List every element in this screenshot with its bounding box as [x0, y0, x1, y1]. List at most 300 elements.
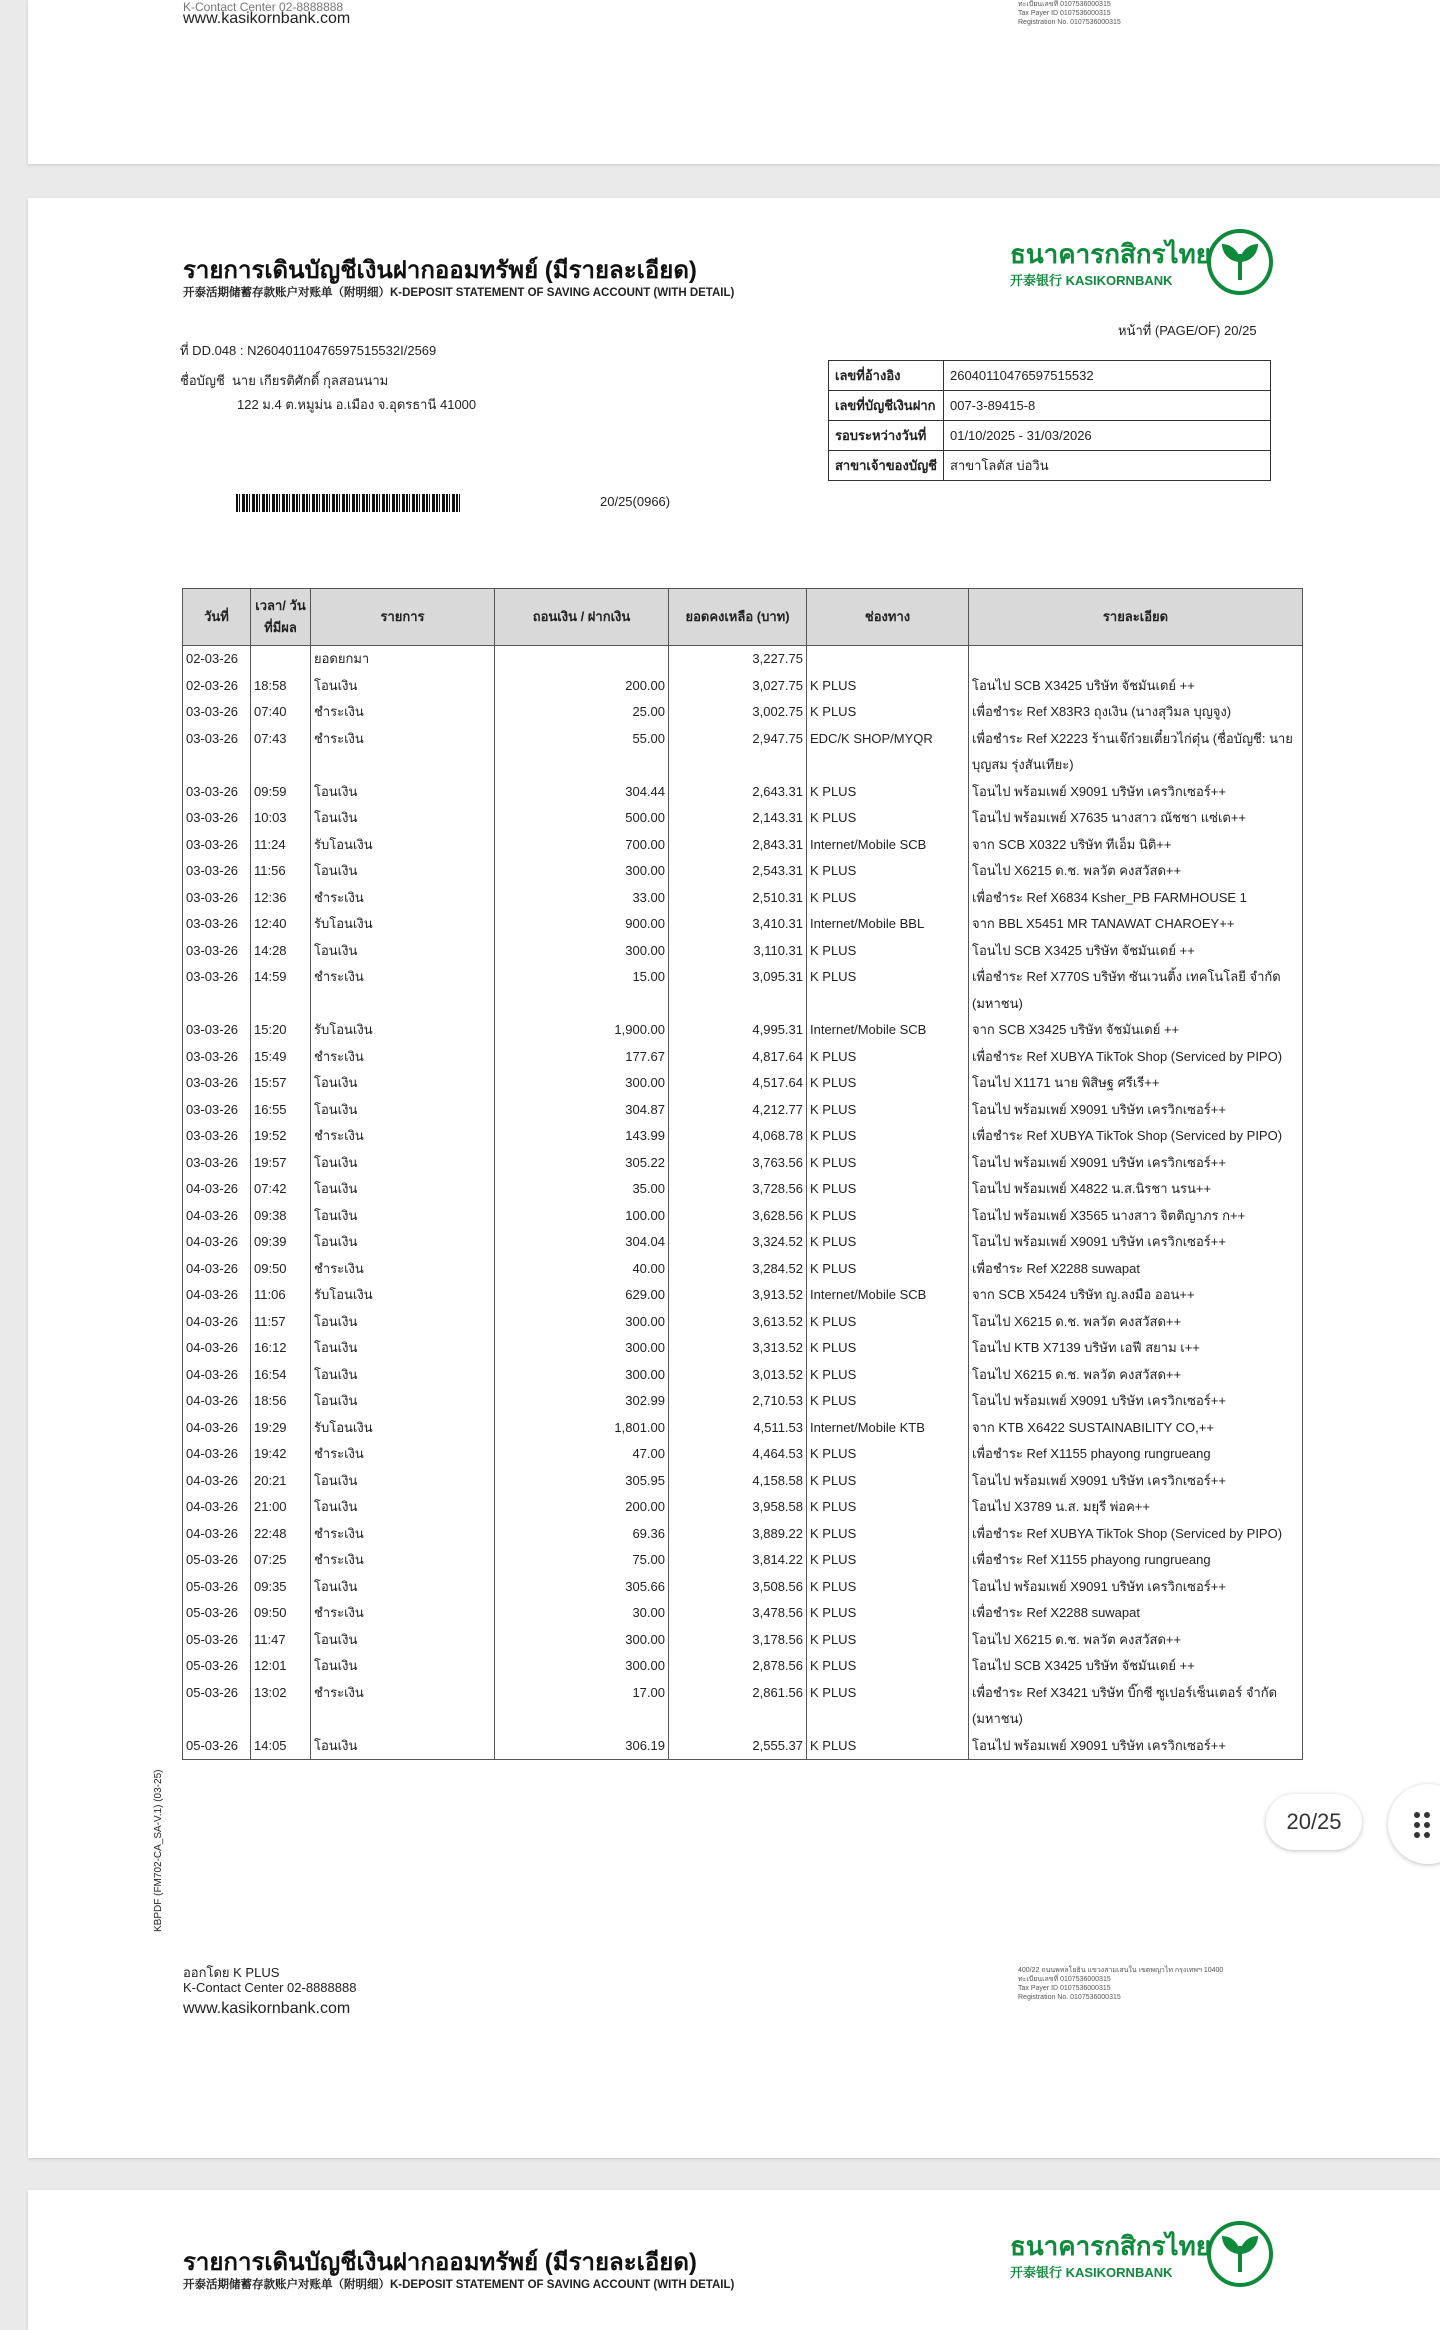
cell-channel: K PLUS [807, 1229, 969, 1256]
cell-balance: 4,511.53 [669, 1415, 807, 1442]
table-row [183, 1521, 1303, 1548]
table-row [183, 1070, 1303, 1097]
cell-balance: 4,464.53 [669, 1441, 807, 1468]
cell-channel: Internet/Mobile SCB [807, 1282, 969, 1309]
prev-address: ทะเบียนเลขที่ 0107536000315 Tax Payer ID 0107536000315 Registration No. 0107536000315 [1018, 1, 1121, 26]
cell-date: 03-03-26 [183, 726, 251, 779]
table-row [183, 1600, 1303, 1627]
table-row [183, 832, 1303, 859]
bank-name-en: 开泰银行 KASIKORNBANK [1010, 273, 1173, 288]
cell-detail: เพื่อชำระ Ref X2223 ร้านเจ๊ก๋วยเตี๋ยวไก่ตุ๋น (ชื่อบัญชี: นาย บุญสม รุ่งสันเทียะ) [969, 726, 1303, 779]
cell-time: 16:55 [251, 1097, 311, 1124]
cell-amount: 33.00 [495, 885, 669, 912]
cell-balance: 2,710.53 [669, 1388, 807, 1415]
cell-description: ชำระเงิน [311, 726, 495, 779]
cell-date: 03-03-26 [183, 911, 251, 938]
cell-detail: โอนไป X1171 นาย พิสิษฐ ศรีเรี++ [969, 1070, 1303, 1097]
dots-grid-icon [1414, 1812, 1430, 1838]
col-channel: ช่องทาง [807, 589, 969, 646]
cell-time: 16:12 [251, 1335, 311, 1362]
cell-description: รับโอนเงิน [311, 832, 495, 859]
cell-detail: เพื่อชำระ Ref XUBYA TikTok Shop (Serviced by PIPO) [969, 1123, 1303, 1150]
cell-time: 09:50 [251, 1600, 311, 1627]
cell-channel: K PLUS [807, 1468, 969, 1495]
cell-channel: K PLUS [807, 779, 969, 806]
table-row [183, 1097, 1303, 1124]
next-bank-name-th: ธนาคารกสิกรไทย [1010, 2231, 1211, 2261]
cell-date: 03-03-26 [183, 858, 251, 885]
table-row [183, 1468, 1303, 1495]
cell-channel: Internet/Mobile BBL [807, 911, 969, 938]
cell-description: โอนเงิน [311, 858, 495, 885]
cell-balance: 3,227.75 [669, 646, 807, 673]
cell-balance: 3,410.31 [669, 911, 807, 938]
cell-detail: เพื่อชำระ Ref XUBYA TikTok Shop (Serviced by PIPO) [969, 1521, 1303, 1548]
cell-time: 07:25 [251, 1547, 311, 1574]
cell-detail: เพื่อชำระ Ref XUBYA TikTok Shop (Serviced by PIPO) [969, 1044, 1303, 1071]
cell-balance: 3,814.22 [669, 1547, 807, 1574]
cell-balance: 3,110.31 [669, 938, 807, 965]
cell-balance: 3,324.52 [669, 1229, 807, 1256]
cell-channel: K PLUS [807, 885, 969, 912]
cell-amount: 143.99 [495, 1123, 669, 1150]
cell-amount: 30.00 [495, 1600, 669, 1627]
doc-number: ที่ DD.048 : N26040110476597515532I/2569 [180, 343, 437, 358]
cell-detail: โอนไป พร้อมเพย์ X9091 บริษัท เครวิกเซอร์++ [969, 1229, 1303, 1256]
cell-date: 03-03-26 [183, 1044, 251, 1071]
cell-time: 18:56 [251, 1388, 311, 1415]
cell-time: 15:49 [251, 1044, 311, 1071]
cell-balance: 2,555.37 [669, 1733, 807, 1760]
cell-date: 04-03-26 [183, 1468, 251, 1495]
cell-channel: K PLUS [807, 1256, 969, 1283]
table-row [183, 646, 1303, 673]
cell-amount: 300.00 [495, 938, 669, 965]
cell-description: ชำระเงิน [311, 699, 495, 726]
cell-date: 03-03-26 [183, 699, 251, 726]
table-row [183, 1256, 1303, 1283]
table-body [183, 646, 1303, 1760]
cell-amount: 700.00 [495, 832, 669, 859]
cell-date: 04-03-26 [183, 1441, 251, 1468]
cell-date: 02-03-26 [183, 646, 251, 673]
cell-channel: Internet/Mobile SCB [807, 832, 969, 859]
cell-description: รับโอนเงิน [311, 1282, 495, 1309]
cell-date: 05-03-26 [183, 1653, 251, 1680]
cell-description: โอนเงิน [311, 779, 495, 806]
cell-detail: โอนไป พร้อมเพย์ X3565 นางสาว จิตติญาภร ก++ [969, 1203, 1303, 1230]
cell-amount: 15.00 [495, 964, 669, 1017]
cell-amount: 47.00 [495, 1441, 669, 1468]
page-indicator: 20/25 [1266, 1794, 1362, 1850]
cell-time: 21:00 [251, 1494, 311, 1521]
cell-date: 04-03-26 [183, 1388, 251, 1415]
cell-balance: 2,878.56 [669, 1653, 807, 1680]
cell-date: 04-03-26 [183, 1256, 251, 1283]
transactions-table [182, 588, 1303, 1760]
table-row [183, 911, 1303, 938]
cell-channel: K PLUS [807, 938, 969, 965]
cell-channel: K PLUS [807, 1547, 969, 1574]
cell-balance: 3,178.56 [669, 1627, 807, 1654]
cell-amount: 55.00 [495, 726, 669, 779]
cell-description: ชำระเงิน [311, 885, 495, 912]
info-row: สาขาเจ้าของบัญชี สาขาโลตัส บ่อวิน [829, 451, 1271, 481]
statement-page [28, 198, 1440, 2158]
cell-description: รับโอนเงิน [311, 1017, 495, 1044]
cell-date: 04-03-26 [183, 1282, 251, 1309]
cell-description: ชำระเงิน [311, 1441, 495, 1468]
account-address: 122 ม.4 ต.หมูม่น อ.เมือง จ.อุดรธานี 41000 [237, 397, 477, 412]
cell-balance: 2,643.31 [669, 779, 807, 806]
col-balance: ยอดคงเหลือ (บาท) [669, 589, 807, 646]
cell-channel: K PLUS [807, 699, 969, 726]
table-row [183, 1362, 1303, 1389]
table-row [183, 1229, 1303, 1256]
cell-date: 05-03-26 [183, 1574, 251, 1601]
footer-website: www.kasikornbank.com [183, 2000, 351, 2017]
cell-detail: โอนไป X6215 ด.ช. พลวัต คงสวัสด++ [969, 1627, 1303, 1654]
cell-channel: K PLUS [807, 1335, 969, 1362]
cell-date: 04-03-26 [183, 1335, 251, 1362]
cell-description: รับโอนเงิน [311, 911, 495, 938]
cell-time: 22:48 [251, 1521, 311, 1548]
cell-amount: 69.36 [495, 1521, 669, 1548]
table-row [183, 1203, 1303, 1230]
cell-amount: 1,801.00 [495, 1415, 669, 1442]
cell-time: 14:59 [251, 964, 311, 1017]
cell-description: ชำระเงิน [311, 1600, 495, 1627]
table-row [183, 1150, 1303, 1177]
cell-balance: 4,517.64 [669, 1070, 807, 1097]
cell-channel: K PLUS [807, 964, 969, 1017]
cell-time: 13:02 [251, 1680, 311, 1733]
cell-date: 04-03-26 [183, 1494, 251, 1521]
cell-description: โอนเงิน [311, 1335, 495, 1362]
cell-description: ชำระเงิน [311, 1044, 495, 1071]
cell-date: 03-03-26 [183, 779, 251, 806]
cell-balance: 3,958.58 [669, 1494, 807, 1521]
col-description: รายการ [311, 589, 495, 646]
table-row [183, 1627, 1303, 1654]
col-date: วันที่ [183, 589, 251, 646]
cell-time: 11:47 [251, 1627, 311, 1654]
cell-balance: 3,913.52 [669, 1282, 807, 1309]
cell-balance: 2,861.56 [669, 1680, 807, 1733]
cell-time: 19:57 [251, 1150, 311, 1177]
cell-amount: 300.00 [495, 1309, 669, 1336]
account-name: ชื่อบัญชี นาย เกียรติศักดิ์ กุลสอนนาม [180, 373, 389, 388]
cell-detail: โอนไป พร้อมเพย์ X9091 บริษัท เครวิกเซอร์++ [969, 779, 1303, 806]
previous-page [28, 0, 1440, 164]
table-row [183, 1044, 1303, 1071]
cell-time: 09:35 [251, 1574, 311, 1601]
cell-description: โอนเงิน [311, 673, 495, 700]
table-row [183, 779, 1303, 806]
cell-description: ชำระเงิน [311, 1256, 495, 1283]
cell-channel: K PLUS [807, 1574, 969, 1601]
cell-time: 09:59 [251, 779, 311, 806]
form-code: KBPDF (FM702-CA_SA-V.1) (03-25) [153, 1769, 164, 1932]
cell-amount: 200.00 [495, 673, 669, 700]
cell-time: 10:03 [251, 805, 311, 832]
cell-channel: K PLUS [807, 858, 969, 885]
cell-detail: โอนไป พร้อมเพย์ X9091 บริษัท เครวิกเซอร์++ [969, 1468, 1303, 1495]
cell-amount: 200.00 [495, 1494, 669, 1521]
next-bank-name-en: 开泰银行 KASIKORNBANK [1010, 2265, 1173, 2280]
cell-date: 05-03-26 [183, 1627, 251, 1654]
account-info-box [828, 360, 1271, 481]
cell-channel: K PLUS [807, 1388, 969, 1415]
cell-date: 04-03-26 [183, 1176, 251, 1203]
cell-date: 04-03-26 [183, 1203, 251, 1230]
cell-detail: โอนไป X6215 ด.ช. พลวัต คงสวัสด++ [969, 858, 1303, 885]
cell-balance: 3,013.52 [669, 1362, 807, 1389]
cell-channel [807, 646, 969, 673]
cell-amount: 900.00 [495, 911, 669, 938]
cell-description: โอนเงิน [311, 938, 495, 965]
contact-center: K-Contact Center 02-8888888 [183, 1980, 357, 1995]
table-row [183, 1388, 1303, 1415]
cell-balance: 2,843.31 [669, 832, 807, 859]
next-subtitle: 开泰活期储蓄存款账户对账单（附明细）K-DEPOSIT STATEMENT OF SAVING ACCOUNT (WITH DETAIL) [183, 2279, 735, 2291]
cell-description: โอนเงิน [311, 1097, 495, 1124]
barcode [236, 494, 460, 512]
table-row [183, 938, 1303, 965]
table-row [183, 1017, 1303, 1044]
cell-balance: 3,284.52 [669, 1256, 807, 1283]
statement-subtitle: 开泰活期储蓄存款账户对账单（附明细）K-DEPOSIT STATEMENT OF SAVING ACCOUNT (WITH DETAIL) [183, 287, 735, 299]
cell-date: 05-03-26 [183, 1680, 251, 1733]
cell-detail: โอนไป SCB X3425 บริษัท จัชมันเดย์ ++ [969, 673, 1303, 700]
cell-balance: 3,613.52 [669, 1309, 807, 1336]
footer-address: 400/22 ถนนพหลโยธิน แขวงสามเสนใน เขตพญาไท กรุงเทพฯ 10400 ทะเบียนเลขที่ 0107536000315 Tax Payer ID 0107536000315 Registration No. 0107536000315 [1018, 1967, 1224, 2001]
cell-detail: เพื่อชำระ Ref X2288 suwapat [969, 1256, 1303, 1283]
cell-amount: 304.04 [495, 1229, 669, 1256]
table-row [183, 858, 1303, 885]
cell-time: 07:42 [251, 1176, 311, 1203]
cell-amount: 300.00 [495, 1627, 669, 1654]
cell-description: โอนเงิน [311, 1574, 495, 1601]
cell-date: 03-03-26 [183, 964, 251, 1017]
cell-time: 19:42 [251, 1441, 311, 1468]
cell-channel: K PLUS [807, 1070, 969, 1097]
table-row [183, 673, 1303, 700]
cell-detail: โอนไป พร้อมเพย์ X9091 บริษัท เครวิกเซอร์++ [969, 1574, 1303, 1601]
cell-channel: K PLUS [807, 1521, 969, 1548]
cell-amount: 305.95 [495, 1468, 669, 1495]
bank-name-th: ธนาคารกสิกรไทย [1010, 239, 1211, 269]
cell-channel: Internet/Mobile KTB [807, 1415, 969, 1442]
cell-channel: K PLUS [807, 1653, 969, 1680]
cell-detail: เพื่อชำระ Ref X3421 บริษัท บิ๊กซี ซูเปอร์เซ็นเตอร์ จำกัด (มหาชน) [969, 1680, 1303, 1733]
cell-description: โอนเงิน [311, 1309, 495, 1336]
table-row [183, 699, 1303, 726]
issued-by: ออกโดย K PLUS [183, 1965, 280, 1980]
next-page [28, 2190, 1440, 2330]
cell-time: 09:50 [251, 1256, 311, 1283]
barcode-ref: 20/25(0966) [600, 494, 671, 509]
cell-amount: 304.87 [495, 1097, 669, 1124]
table-row [183, 964, 1303, 1017]
cell-time: 14:28 [251, 938, 311, 965]
cell-description: โอนเงิน [311, 1362, 495, 1389]
cell-channel: K PLUS [807, 1627, 969, 1654]
cell-description: โอนเงิน [311, 1653, 495, 1680]
cell-detail: จาก BBL X5451 MR TANAWAT CHAROEY++ [969, 911, 1303, 938]
cell-balance: 3,313.52 [669, 1335, 807, 1362]
cell-detail [969, 646, 1303, 673]
table-row [183, 1123, 1303, 1150]
cell-amount: 100.00 [495, 1203, 669, 1230]
cell-detail: เพื่อชำระ Ref X2288 suwapat [969, 1600, 1303, 1627]
cell-detail: โอนไป X6215 ด.ช. พลวัต คงสวัสด++ [969, 1362, 1303, 1389]
cell-time: 15:57 [251, 1070, 311, 1097]
cell-channel: K PLUS [807, 1494, 969, 1521]
bank-logo [1010, 234, 1310, 314]
cell-channel: K PLUS [807, 1044, 969, 1071]
col-time: เวลา/ วันที่มีผล [251, 589, 311, 646]
cell-detail: โอนไป พร้อมเพย์ X9091 บริษัท เครวิกเซอร์++ [969, 1097, 1303, 1124]
cell-amount: 17.00 [495, 1680, 669, 1733]
cell-amount: 302.99 [495, 1388, 669, 1415]
cell-date: 03-03-26 [183, 805, 251, 832]
cell-time: 07:40 [251, 699, 311, 726]
cell-detail: โอนไป X6215 ด.ช. พลวัต คงสวัสด++ [969, 1309, 1303, 1336]
cell-balance: 3,889.22 [669, 1521, 807, 1548]
cell-channel: K PLUS [807, 1150, 969, 1177]
cell-amount: 300.00 [495, 1653, 669, 1680]
cell-channel: K PLUS [807, 1362, 969, 1389]
prev-contact: K-Contact Center 02-8888888 [183, 0, 344, 14]
cell-channel: EDC/K SHOP/MYQR [807, 726, 969, 779]
next-bank-logo [1010, 2226, 1310, 2306]
cell-detail: โอนไป พร้อมเพย์ X4822 น.ส.นิรชา นรน++ [969, 1176, 1303, 1203]
cell-channel: K PLUS [807, 1733, 969, 1760]
cell-detail: จาก SCB X3425 บริษัท จัชมันเดย์ ++ [969, 1017, 1303, 1044]
cell-time: 14:05 [251, 1733, 311, 1760]
cell-description: โอนเงิน [311, 805, 495, 832]
cell-time: 15:20 [251, 1017, 311, 1044]
table-row [183, 726, 1303, 779]
cell-balance: 3,763.56 [669, 1150, 807, 1177]
info-row: รอบระหว่างวันที่ 01/10/2025 - 31/03/2026 [829, 421, 1271, 451]
cell-date: 04-03-26 [183, 1521, 251, 1548]
cell-channel: K PLUS [807, 1680, 969, 1733]
col-detail: รายละเอียด [969, 589, 1303, 646]
cell-channel: K PLUS [807, 673, 969, 700]
cell-detail: โอนไป พร้อมเพย์ X7635 นางสาว ณัชชา แซ่เต++ [969, 805, 1303, 832]
cell-balance: 2,947.75 [669, 726, 807, 779]
cell-description: ชำระเงิน [311, 1123, 495, 1150]
cell-amount: 306.19 [495, 1733, 669, 1760]
cell-date: 03-03-26 [183, 938, 251, 965]
cell-detail: โอนไป พร้อมเพย์ X9091 บริษัท เครวิกเซอร์++ [969, 1388, 1303, 1415]
cell-detail: โอนไป KTB X7139 บริษัท เอฟี สยาม เ++ [969, 1335, 1303, 1362]
cell-description: โอนเงิน [311, 1733, 495, 1760]
cell-channel: K PLUS [807, 1097, 969, 1124]
cell-balance: 3,095.31 [669, 964, 807, 1017]
cell-time: 12:36 [251, 885, 311, 912]
cell-date: 03-03-26 [183, 885, 251, 912]
cell-description: ชำระเงิน [311, 1521, 495, 1548]
cell-channel: K PLUS [807, 805, 969, 832]
cell-channel: K PLUS [807, 1176, 969, 1203]
cell-date: 04-03-26 [183, 1362, 251, 1389]
cell-date: 03-03-26 [183, 1017, 251, 1044]
cell-amount: 305.66 [495, 1574, 669, 1601]
cell-balance: 3,478.56 [669, 1600, 807, 1627]
cell-description: ชำระเงิน [311, 1547, 495, 1574]
cell-balance: 4,817.64 [669, 1044, 807, 1071]
cell-detail: โอนไป X3789 น.ส. มยุรี พ่อค++ [969, 1494, 1303, 1521]
cell-detail: โอนไป SCB X3425 บริษัท จัชมันเดย์ ++ [969, 1653, 1303, 1680]
cell-date: 03-03-26 [183, 1150, 251, 1177]
cell-detail: จาก KTB X6422 SUSTAINABILITY CO,++ [969, 1415, 1303, 1442]
cell-description: โอนเงิน [311, 1229, 495, 1256]
cell-channel: K PLUS [807, 1203, 969, 1230]
cell-date: 04-03-26 [183, 1309, 251, 1336]
cell-time: 09:38 [251, 1203, 311, 1230]
cell-time: 16:54 [251, 1362, 311, 1389]
cell-detail: เพื่อชำระ Ref X1155 phayong rungrueang [969, 1547, 1303, 1574]
cell-date: 05-03-26 [183, 1733, 251, 1760]
cell-description: โอนเงิน [311, 1203, 495, 1230]
cell-amount: 35.00 [495, 1176, 669, 1203]
cell-date: 03-03-26 [183, 832, 251, 859]
cell-time: 18:58 [251, 673, 311, 700]
cell-date: 05-03-26 [183, 1547, 251, 1574]
cell-date: 05-03-26 [183, 1600, 251, 1627]
cell-detail: เพื่อชำระ Ref X83R3 ถุงเงิน (นางสุวิมล บุญจูง) [969, 699, 1303, 726]
cell-amount [495, 646, 669, 673]
cell-time: 11:06 [251, 1282, 311, 1309]
cell-amount: 177.67 [495, 1044, 669, 1071]
cell-amount: 40.00 [495, 1256, 669, 1283]
cell-description: ชำระเงิน [311, 1680, 495, 1733]
cell-detail: เพื่อชำระ Ref X770S บริษัท ซันเวนติ้ง เทคโนโลยี จำกัด (มหาชน) [969, 964, 1303, 1017]
table-row [183, 885, 1303, 912]
cell-time: 19:29 [251, 1415, 311, 1442]
cell-amount: 25.00 [495, 699, 669, 726]
cell-time: 07:43 [251, 726, 311, 779]
cell-date: 03-03-26 [183, 1123, 251, 1150]
cell-time: 11:57 [251, 1309, 311, 1336]
cell-detail: จาก SCB X0322 บริษัท ทีเอ็ม นิติ++ [969, 832, 1303, 859]
table-row [183, 1441, 1303, 1468]
statement-title: รายการเดินบัญชีเงินฝากออมทรัพย์ (มีรายละเอียด) [183, 257, 697, 284]
cell-description: โอนเงิน [311, 1070, 495, 1097]
next-title: รายการเดินบัญชีเงินฝากออมทรัพย์ (มีรายละเอียด) [183, 2249, 697, 2276]
table-row [183, 1415, 1303, 1442]
cell-detail: โอนไป SCB X3425 บริษัท จัชมันเดย์ ++ [969, 938, 1303, 965]
cell-description: โอนเงิน [311, 1627, 495, 1654]
cell-amount: 300.00 [495, 1335, 669, 1362]
kbank-leaf-icon [1206, 228, 1274, 296]
cell-amount: 300.00 [495, 1362, 669, 1389]
cell-description: โอนเงิน [311, 1150, 495, 1177]
table-row [183, 805, 1303, 832]
cell-time: 09:39 [251, 1229, 311, 1256]
table-row [183, 1494, 1303, 1521]
table-row [183, 1680, 1303, 1733]
cell-time [251, 646, 311, 673]
cell-channel: K PLUS [807, 1441, 969, 1468]
cell-date: 04-03-26 [183, 1415, 251, 1442]
cell-description: รับโอนเงิน [311, 1415, 495, 1442]
cell-balance: 3,728.56 [669, 1176, 807, 1203]
cell-date: 03-03-26 [183, 1097, 251, 1124]
